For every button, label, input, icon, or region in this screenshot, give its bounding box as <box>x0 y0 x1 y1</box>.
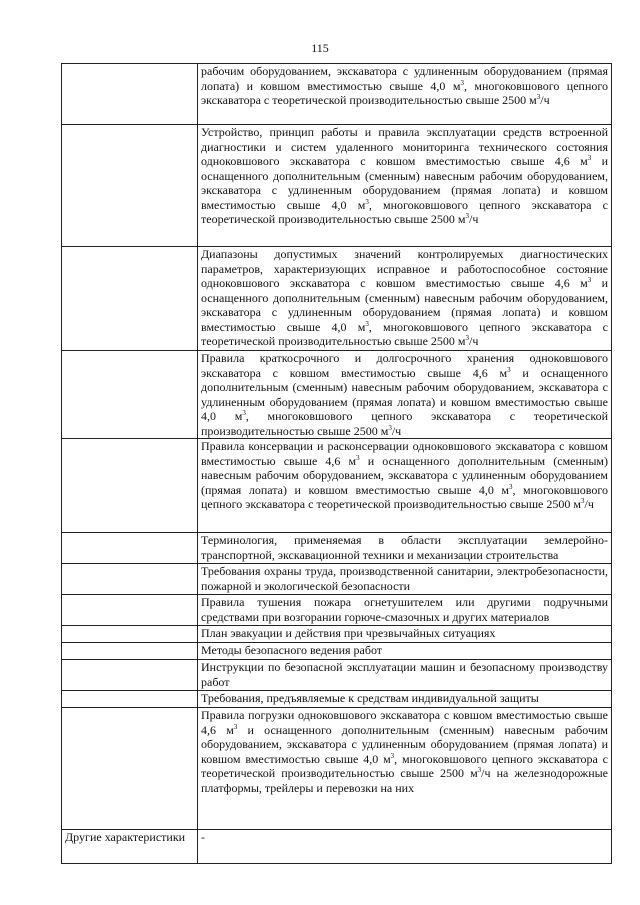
row-label <box>62 708 198 830</box>
row-label <box>62 595 198 626</box>
row-text: Требования охраны труда, производственной санитарии, электробезопасности, пожарной и экологической безопасности <box>198 564 612 595</box>
row-label: Другие характеристики <box>62 830 198 864</box>
table-row <box>62 533 612 564</box>
row-label <box>62 439 198 533</box>
page-number: 115 <box>311 41 329 55</box>
row-text: План эвакуации и действия при чрезвычайных ситуациях <box>198 626 612 643</box>
row-label <box>62 691 198 708</box>
row-label <box>62 533 198 564</box>
table-row <box>62 595 612 626</box>
row-label <box>62 564 198 595</box>
row-label <box>62 643 198 660</box>
row-text: - <box>198 830 612 864</box>
table-row <box>62 351 612 439</box>
requirements-table <box>61 63 612 864</box>
table-row <box>62 708 612 830</box>
table-row <box>62 643 612 660</box>
row-text: Правила консервации и расконсервации одноковшового экскаватора с ковшом вместимостью свыше 4,6 $м^3$ и оснащенного дополнительным (сменным) навесным рабочим оборудованием, экскаватора с удлиненным оборудованием (прямая лопата) и ковшом вместимостью свыше 4,0 $м^3$, многоковшового цепного экскаватора с теоретической производительностью свыше 2500 $м^3/ч$ <box>198 439 612 533</box>
table-row <box>62 125 612 247</box>
row-text: рабочим оборудованием, экскаватора с удлиненным оборудованием (прямая лопата) и ковшом вместимостью свыше 4,0 $м^3$, многоковшового цепного экскаватора с теоретической производительностью свыше 2500 $м^3/ч$ <box>198 64 612 125</box>
table-row <box>62 564 612 595</box>
table-row <box>62 830 612 864</box>
row-text: Инструкции по безопасной эксплуатации машин и безопасному производству работ <box>198 660 612 691</box>
table-row <box>62 439 612 533</box>
row-label <box>62 64 198 125</box>
row-text: Требования, предъявляемые к средствам индивидуальной защиты <box>198 691 612 708</box>
table-row <box>62 64 612 125</box>
table-row <box>62 247 612 351</box>
table-row <box>62 660 612 691</box>
row-label <box>62 626 198 643</box>
row-label <box>62 125 198 247</box>
row-text: Правила тушения пожара огнетушителем или другими подручными средствами при возгорании горюче-смазочных и других материалов <box>198 595 612 626</box>
row-text: Диапазоны допустимых значений контролируемых диагностических параметров, характеризующих исправное и работоспособное состояние одноковшового экскаватора с ковшом вместимостью свыше 4,6 $м^3$ и оснащенного дополнительным (сменным) навесным рабочим оборудованием, экскаватора с удлиненным оборудованием (прямая лопата) и ковшом вместимостью свыше 4,0 $м^3$, многоковшового цепного экскаватора с теоретической производительностью свыше 2500 $м^3/ч$ <box>198 247 612 351</box>
row-text: Методы безопасного ведения работ <box>198 643 612 660</box>
row-label <box>62 247 198 351</box>
table-row <box>62 626 612 643</box>
row-text: Устройство, принцип работы и правила эксплуатации средств встроенной диагностики и систем удаленного мониторинга технического состояния одноковшового экскаватора с ковшом вместимостью свыше 4,6 $м^3$ и оснащенного дополнительным (сменным) навесным рабочим оборудованием, экскаватора с удлиненным оборудованием (прямая лопата) и ковшом вместимостью свыше 4,0 $м^3$, многоковшового цепного экскаватора с теоретической производительностью свыше 2500 $м^3/ч$ <box>198 125 612 247</box>
table-body <box>62 64 612 864</box>
row-text: Правила погрузки одноковшового экскаватора с ковшом вместимостью свыше 4,6 $м^3$ и оснащенного дополнительным (сменным) навесным рабочим оборудованием, экскаватора с удлиненным оборудованием (прямая лопата) и ковшом вместимостью свыше 4,0 $м^3$, многоковшового цепного экскаватора с теоретической производительностью свыше 2500 $м^3/ч$ на железнодорожные платформы, трейлеры и перевозки на них <box>198 708 612 830</box>
table-row <box>62 691 612 708</box>
row-label <box>62 660 198 691</box>
row-text: Терминология, применяемая в области эксплуатации землеройно-транспортной, экскавационной техники и механизации строительства <box>198 533 612 564</box>
row-label <box>62 351 198 439</box>
row-text: Правила краткосрочного и долгосрочного хранения одноковшового экскаватора с ковшом вместимостью свыше 4,6 $м^3$ и оснащенного дополнительным (сменным) навесным рабочим оборудованием, экскаватора с удлиненным оборудованием (прямая лопата) и ковшом вместимостью свыше 4,0 $м^3$, многоковшового цепного экскаватора с теоретической производительностью свыше 2500 $м^3/ч$ <box>198 351 612 439</box>
